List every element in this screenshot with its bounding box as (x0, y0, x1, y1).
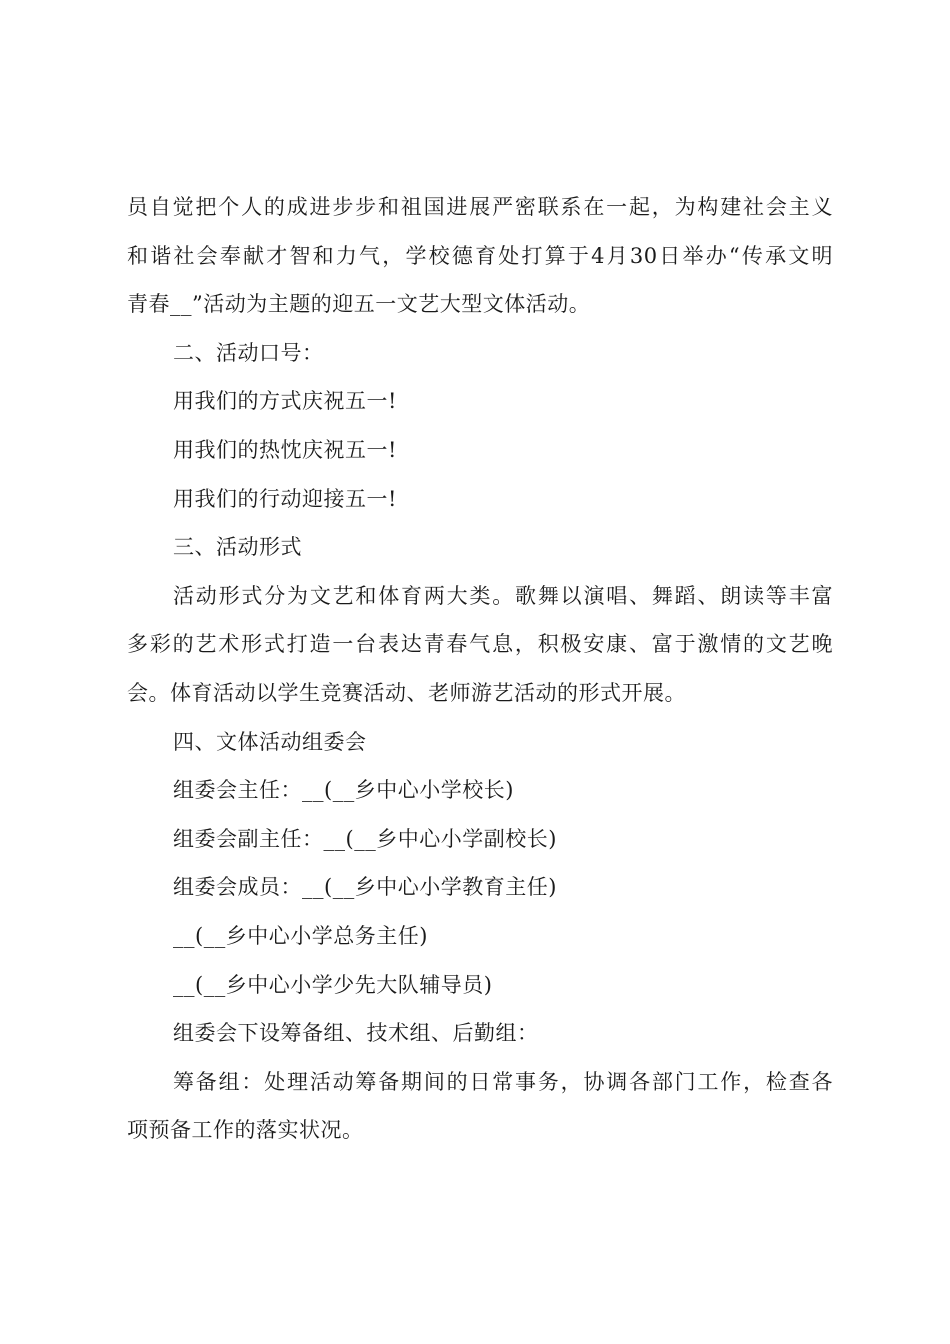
slogan-line: 用我们的方式庆祝五一! (173, 389, 397, 414)
committee-member-line: __(__乡中心小学总务主任) (173, 923, 428, 948)
section-heading-form: 三、活动形式 (173, 535, 302, 560)
paragraph-line: 活动形式分为文艺和体育两大类。歌舞以演唱、舞蹈、朗读等丰富 (173, 583, 833, 608)
committee-member-line: __(__乡中心小学少先大队辅导员) (173, 972, 493, 997)
committee-member-line: 组委会成员：__(__乡中心小学教育主任) (173, 875, 557, 900)
paragraph-line: 项预备工作的落实状况。 (127, 1118, 364, 1143)
paragraph-line: 和谐社会奉献才智和力气，学校德育处打算于4月30日举办“传承文明 (127, 243, 833, 268)
slogan-line: 用我们的热忱庆祝五一! (173, 437, 397, 462)
committee-groups-line: 组委会下设筹备组、技术组、后勤组： (173, 1021, 539, 1046)
committee-member-line: 组委会副主任：__(__乡中心小学副校长) (173, 826, 557, 851)
paragraph-line: 会。体育活动以学生竞赛活动、老师游艺活动的形式开展。 (127, 680, 686, 705)
paragraph-line: 多彩的艺术形式打造一台表达青春气息，积极安康、富于激情的文艺晚 (127, 632, 833, 657)
slogan-line: 用我们的行动迎接五一! (173, 486, 397, 511)
paragraph-line: 筹备组：处理活动筹备期间的日常事务，协调各部门工作，检查各 (173, 1069, 833, 1094)
document-body (127, 183, 833, 1155)
section-heading-committee: 四、文体活动组委会 (173, 729, 367, 754)
section-heading-slogan: 二、活动口号： (173, 340, 324, 365)
paragraph-line: 青春__”活动为主题的迎五一文艺大型文体活动。 (127, 292, 591, 317)
paragraph-line: 员自觉把个人的成进步步和祖国进展严密联系在一起，为构建社会主义 (127, 195, 833, 219)
committee-member-line: 组委会主任：__(__乡中心小学校长) (173, 778, 514, 803)
